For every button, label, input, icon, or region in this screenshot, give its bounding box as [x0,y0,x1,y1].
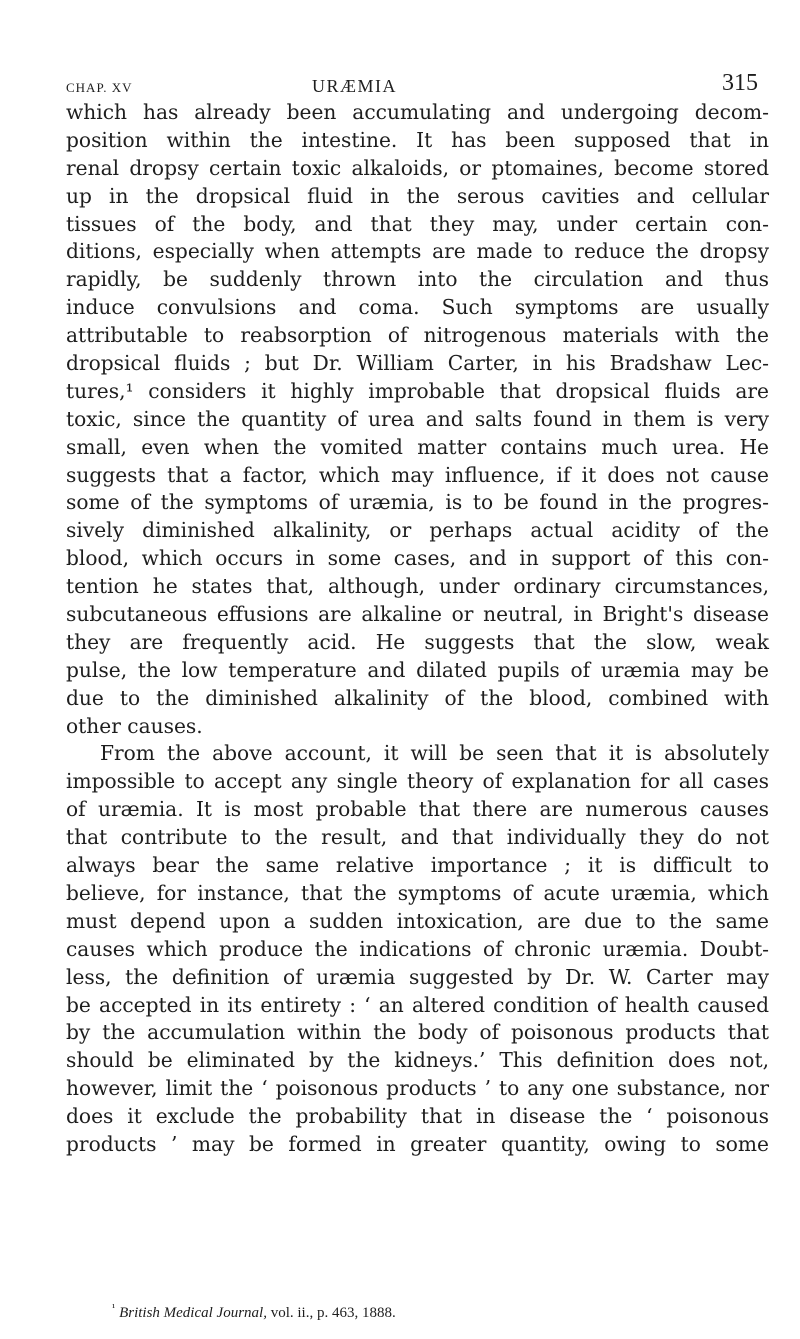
text-line: some of the symptoms of uræmia, is to be found in the progres- [66,490,769,515]
text-line: less, the definition of uræmia suggested by Dr. W. Carter may [66,964,769,989]
text-line: renal dropsy certain toxic alkaloids, or ptomaines, become stored [66,155,769,180]
chapter-title: URÆMIA [312,76,398,96]
text-line: suggests that a factor, which may influence, if it does not cause [66,462,769,487]
text-line: must depend upon a sudden intoxication, are due to the same [66,908,769,933]
text-line: causes which produce the indications of chronic uræmia. Doubt- [66,936,769,961]
text-line: blood, which occurs in some cases, and in support of this con- [66,546,769,571]
text-line: position within the intestine. It has been supposed that in [66,127,769,152]
text-line: due to the diminished alkalinity of the blood, combined with [66,685,769,710]
text-line: does it exclude the probability that in disease the ‘ poisonous [66,1104,769,1129]
text-line: by the accumulation within the body of poisonous products that [66,1020,769,1045]
text-line: toxic, since the quantity of urea and salts found in them is very [66,406,769,431]
text-line: attributable to reabsorption of nitrogenous materials with the [66,323,769,348]
text-line: subcutaneous effusions are alkaline or neutral, in Bright's disease [66,602,769,627]
text-line: impossible to accept any single theory of explanation for all cases [66,769,769,794]
text-line: products ’ may be formed in greater quantity, owing to some [66,1131,769,1156]
text-line: induce convulsions and coma. Such symptoms are usually [66,295,769,320]
text-line: should be eliminated by the kidneys.’ This definition does not, [66,1048,769,1073]
text-line: pulse, the low temperature and dilated pupils of uræmia may be [66,657,769,682]
footnote-journal-title: British Medical Journal, [119,1305,267,1321]
text-line: ditions, especially when attempts are made to reduce the dropsy [66,239,769,264]
text-line: rapidly, be suddenly thrown into the circulation and thus [66,267,769,292]
text-line: of uræmia. It is most probable that there are numerous causes [66,797,769,822]
text-line: tures,¹ considers it highly improbable that dropsical fluids are [66,378,769,403]
text-line: always bear the same relative importance ; it is difficult to [66,853,769,878]
paragraph-end-line: other causes. [66,713,203,738]
text-line: they are frequently acid. He suggests that the slow, weak [66,629,769,654]
text-line: dropsical fluids ; but Dr. William Carter, in his Bradshaw Lec- [66,351,769,376]
body-text [66,99,769,1159]
text-line: however, limit the ‘ poisonous products ’ to any one substance, nor [66,1076,769,1101]
text-line: tention he states that, although, under ordinary circumstances, [66,574,769,599]
footnote [112,1302,396,1322]
text-line: which has already been accumulating and undergoing decom- [66,100,769,124]
text-line: that contribute to the result, and that individually they do not [66,825,769,850]
text-line: sively diminished alkalinity, or perhaps actual acidity of the [66,518,769,543]
paragraph-start-line: From the above account, it will be seen that it is absolutely [100,741,769,766]
footnote-details: vol. ii., p. 463, 1888. [270,1305,396,1321]
text-line: be accepted in its entirety : ‘ an altered condition of health caused [66,992,769,1017]
page-number: 315 [722,70,758,96]
text-line: up in the dropsical fluid in the serous cavities and cellular [66,183,769,208]
text-line: believe, for instance, that the symptoms of acute uræmia, which [66,880,769,905]
text-line: small, even when the vomited matter contains much urea. He [66,434,769,459]
footnote-marker: ¹ [112,1302,116,1314]
chapter-label: CHAP. XV [66,80,133,95]
text-line: tissues of the body, and that they may, under certain con- [66,211,769,236]
